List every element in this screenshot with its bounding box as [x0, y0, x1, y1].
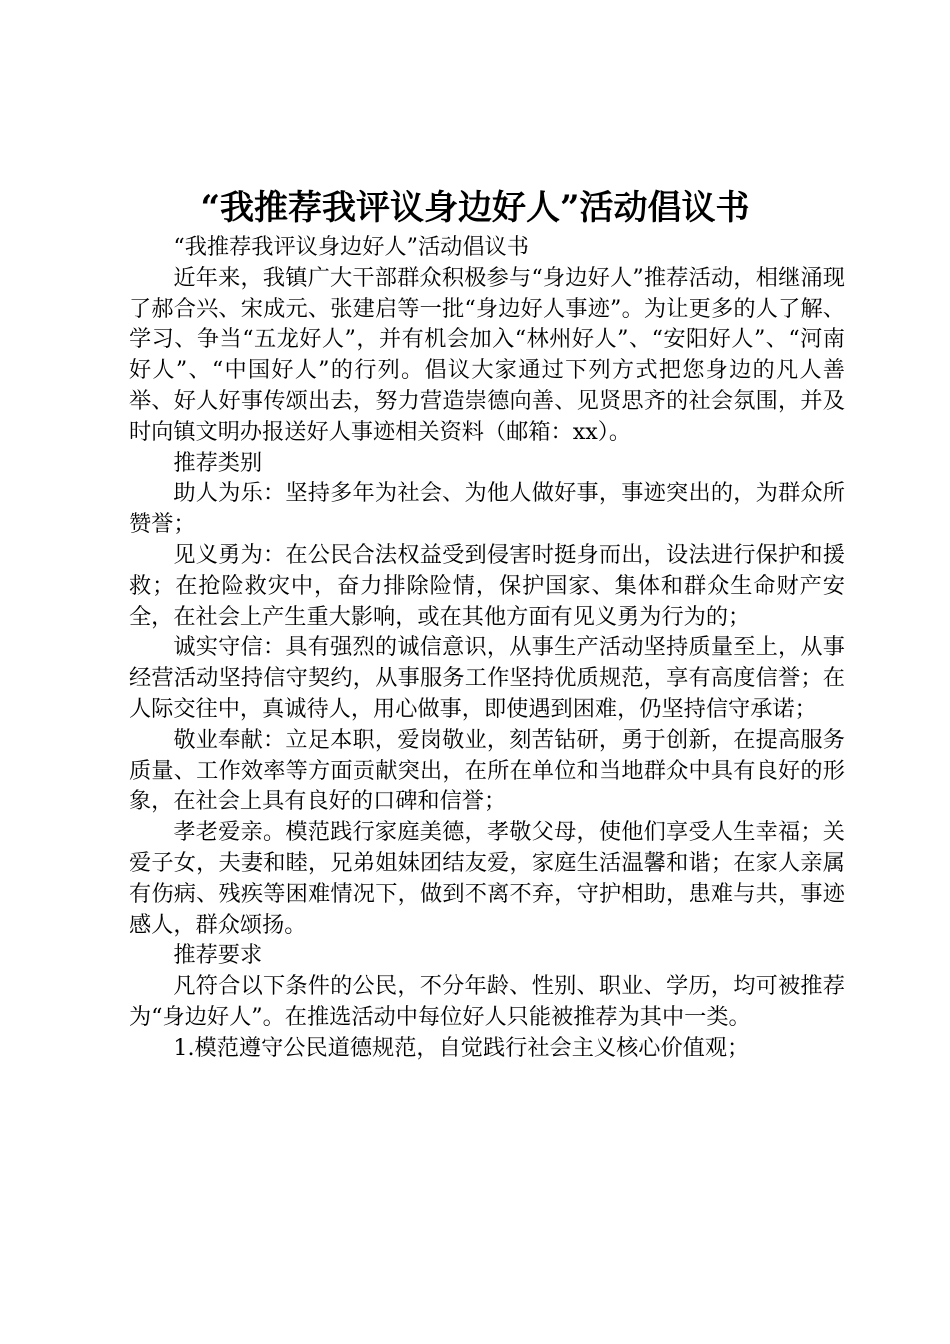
paragraph-category-filial: 孝老爱亲。模范践行家庭美德，孝敬父母，使他们享受人生幸福；关爱子女，夫妻和睦，兄弟姐妹团结友爱，家庭生活温馨和谐；在家人亲属有伤病、残疾等困难情况下，做到不离不弃，守护相助，患难与共，事迹感人，群众颂扬。	[129, 819, 845, 938]
document-title: “我推荐我评议身边好人”活动倡议书	[200, 188, 750, 228]
section-heading-requirements: 推荐要求	[173, 942, 263, 969]
paragraph-category-dedication: 敬业奉献：立足本职，爱岗敬业，刻苦钻研，勇于创新，在提高服务质量、工作效率等方面贡献突出，在所在单位和当地群众中具有良好的形象，在社会上具有良好的口碑和信誉；	[129, 726, 845, 815]
paragraph-subtitle: “我推荐我评议身边好人”活动倡议书	[173, 234, 529, 260]
paragraph-category-helping: 助人为乐：坚持多年为社会、为他人做好事，事迹突出的，为群众所赞誉；	[129, 480, 845, 538]
paragraph-requirements-intro: 凡符合以下条件的公民，不分年龄、性别、职业、学历，均可被推荐为“身边好人”。在推选活动中每位好人只能被推荐为其中一类。	[129, 973, 845, 1030]
document-body	[129, 232, 845, 1064]
paragraph-category-bravery: 见义勇为：在公民合法权益受到侵害时挺身而出，设法进行保护和援救；在抢险救灾中，奋力排除险情，保护国家、集体和群众生命财产安全，在社会上产生重大影响，或在其他方面有见义勇为行为的；	[129, 541, 845, 630]
paragraph-category-honesty: 诚实守信：具有强烈的诚信意识，从事生产活动坚持质量至上，从事经营活动坚持信守契约，从事服务工作坚持优质规范，享有高度信誉；在人际交往中，真诚待人，用心做事，即使遇到困难，仍坚持信守承诺；	[129, 634, 845, 722]
section-heading-categories: 推荐类别	[173, 449, 263, 476]
paragraph-intro: 近年来，我镇广大干部群众积极参与“身边好人”推荐活动，相继涌现了郝合兴、宋成元、张建启等一批“身边好人事迹”。为让更多的人了解、学习、争当“五龙好人”，并有机会加入“林州好人”、“安阳好人”、“河南好人”、“中国好人”的行列。倡议大家通过下列方式把您身边的凡人善举、好人好事传颂出去，努力营造崇德向善、见贤思齐的社会氛围，并及时向镇文明办报送好人事迹相关资料（邮箱：xx）。	[129, 264, 845, 445]
paragraph-requirement-1: 1.模范遵守公民道德规范，自觉践行社会主义核心价值观；	[173, 1034, 750, 1061]
